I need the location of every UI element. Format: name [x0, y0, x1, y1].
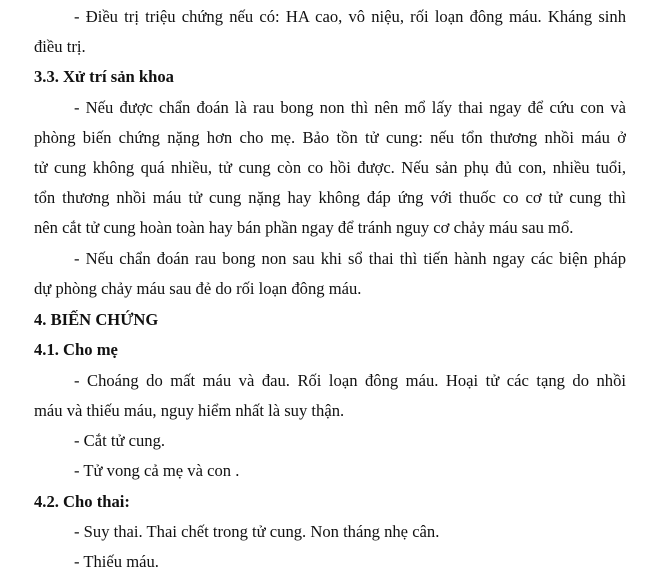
section-4-1-heading: 4.1. Cho mẹ	[34, 340, 118, 359]
fetal-distress-item: - Suy thai. Thai chết trong tử cung. Non tháng nhẹ cân.	[74, 522, 440, 541]
maternal-death-item: - Tử vong cả mẹ và con .	[74, 461, 240, 480]
section-3-3-heading: 3.3. Xử trí sản khoa	[34, 67, 174, 86]
obstetric-management-line-1: - Nếu được chẩn đoán là rau bong non thì nên mổ lấy thai ngay để cứu con và	[74, 98, 626, 117]
obstetric-management-line-5: nên cắt tử cung hoàn toàn hay bán phần ngay để tránh nguy cơ chảy máu sau mổ.	[34, 218, 574, 237]
maternal-hysterectomy-item: - Cắt tử cung.	[74, 431, 166, 450]
treatment-symptoms-line-1: - Điều trị triệu chứng nếu có: HA cao, vô niệu, rối loạn đông máu. Kháng sinh	[74, 7, 626, 26]
maternal-complications-line-2: máu và thiếu máu, nguy hiểm nhất là suy thận.	[34, 401, 345, 420]
post-delivery-line-1: - Nếu chẩn đoán rau bong non sau khi sổ thai thì tiến hành ngay các biện pháp	[74, 249, 626, 268]
post-delivery-line-2: dự phòng chảy máu sau đẻ do rối loạn đông máu.	[34, 279, 362, 298]
obstetric-management-line-3: tử cung không quá nhiều, tử cung còn co hồi được. Nếu sản phụ đủ con, nhiều tuổi,	[34, 158, 626, 177]
section-4-2-heading: 4.2. Cho thai:	[34, 492, 130, 511]
obstetric-management-line-2: phòng biến chứng nặng hơn cho mẹ. Bảo tồn tử cung: nếu tổn thương nhồi máu ở	[34, 128, 626, 147]
section-4-heading: 4. BIẾN CHỨNG	[34, 310, 159, 329]
fetal-anemia-item: - Thiếu máu.	[74, 552, 159, 571]
maternal-complications-line-1: - Choáng do mất máu và đau. Rối loạn đông máu. Hoại tử các tạng do nhồi	[74, 371, 626, 390]
treatment-symptoms-line-2: điều trị.	[34, 37, 86, 56]
obstetric-management-line-4: tổn thương nhồi máu tử cung nặng hay không đáp ứng với thuốc co cơ tử cung thì	[34, 188, 626, 207]
